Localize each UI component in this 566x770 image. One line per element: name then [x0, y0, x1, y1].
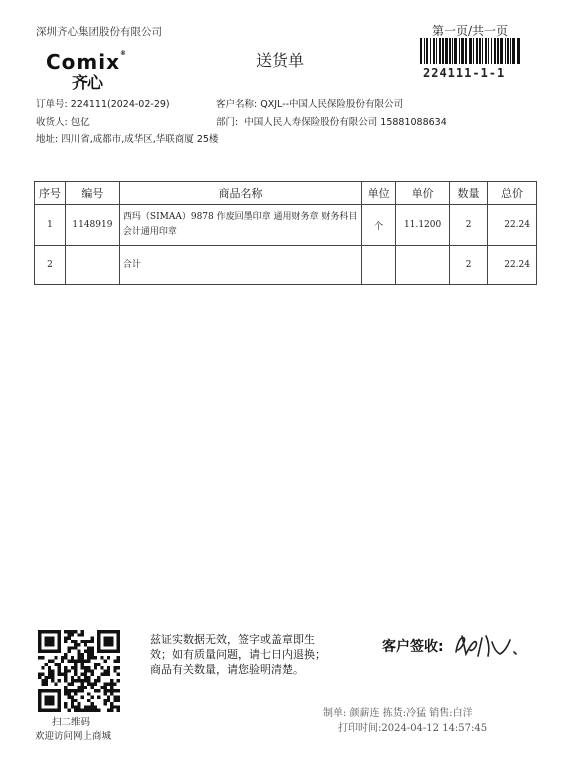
cell-qty: 2 [450, 205, 488, 246]
notice-text: 兹证实数据无效，签字或盖章即生 效；如有质量问题，请七日内退换； 商品有关数量，请您验明清楚。 [150, 633, 326, 676]
header-seq: 序号 [35, 182, 66, 205]
items-table [34, 181, 537, 285]
header-name: 商品名称 [119, 182, 361, 205]
cell-price [396, 246, 450, 285]
customer-sign-label: 客户签收: [382, 639, 444, 655]
customer-name: 客户名称: QXJL--中国人民保险股份有限公司 [216, 99, 404, 110]
header-unit: 单位 [362, 182, 396, 205]
staff-info: 制单: 颜薪连 拣货:冷猛 销售:白洋 [323, 708, 473, 719]
signature-icon [452, 630, 522, 660]
cell-unit [362, 246, 396, 285]
cell-qty: 2 [450, 246, 488, 285]
department: 部门: 中国人民人寿保险股份有限公司 15881088634 [216, 117, 447, 128]
comix-logo [46, 50, 154, 90]
receiver: 收货人: 包亿 [36, 117, 90, 128]
qr-code-icon [38, 630, 120, 712]
barcode-icon [420, 38, 520, 64]
header-total: 总价 [488, 182, 537, 205]
qr-label: 扫二维码 [52, 717, 91, 728]
cell-total: 22.24 [488, 205, 537, 246]
logo-wordmark: Comix® [46, 50, 128, 74]
barcode-number: 224111-1-1 [423, 66, 506, 80]
cell-code [65, 246, 119, 285]
company-name: 深圳齐心集团股份有限公司 [36, 26, 162, 38]
header-code: 编号 [65, 182, 119, 205]
document-title: 送货单 [256, 51, 305, 70]
logo-chinese: 齐心 [72, 73, 103, 92]
cell-unit: 个 [362, 205, 396, 246]
qr-caption: 欢迎访问网上商城 [35, 731, 112, 742]
cell-name: 合计 [119, 246, 361, 285]
table-header-row [35, 182, 537, 205]
order-number: 订单号: 224111(2024-02-29) [36, 99, 170, 110]
header-price: 单价 [396, 182, 450, 205]
cell-code: 1148919 [65, 205, 119, 246]
table-row [35, 205, 537, 246]
cell-name: 西玛（SIMAA）9878 作废回墨印章 通用财务章 财务科目会计通用印章 [119, 205, 361, 246]
cell-total: 22.24 [488, 246, 537, 285]
cell-seq: 2 [35, 246, 66, 285]
table-row [35, 246, 537, 285]
page-info: 第一页/共一页 [432, 24, 509, 38]
cell-price: 11.1200 [396, 205, 450, 246]
address: 地址: 四川省,成都市,成华区,华联商厦 25楼 [36, 134, 219, 145]
cell-seq: 1 [35, 205, 66, 246]
header-qty: 数量 [450, 182, 488, 205]
print-time: 打印时间:2024-04-12 14:57:45 [338, 723, 488, 734]
